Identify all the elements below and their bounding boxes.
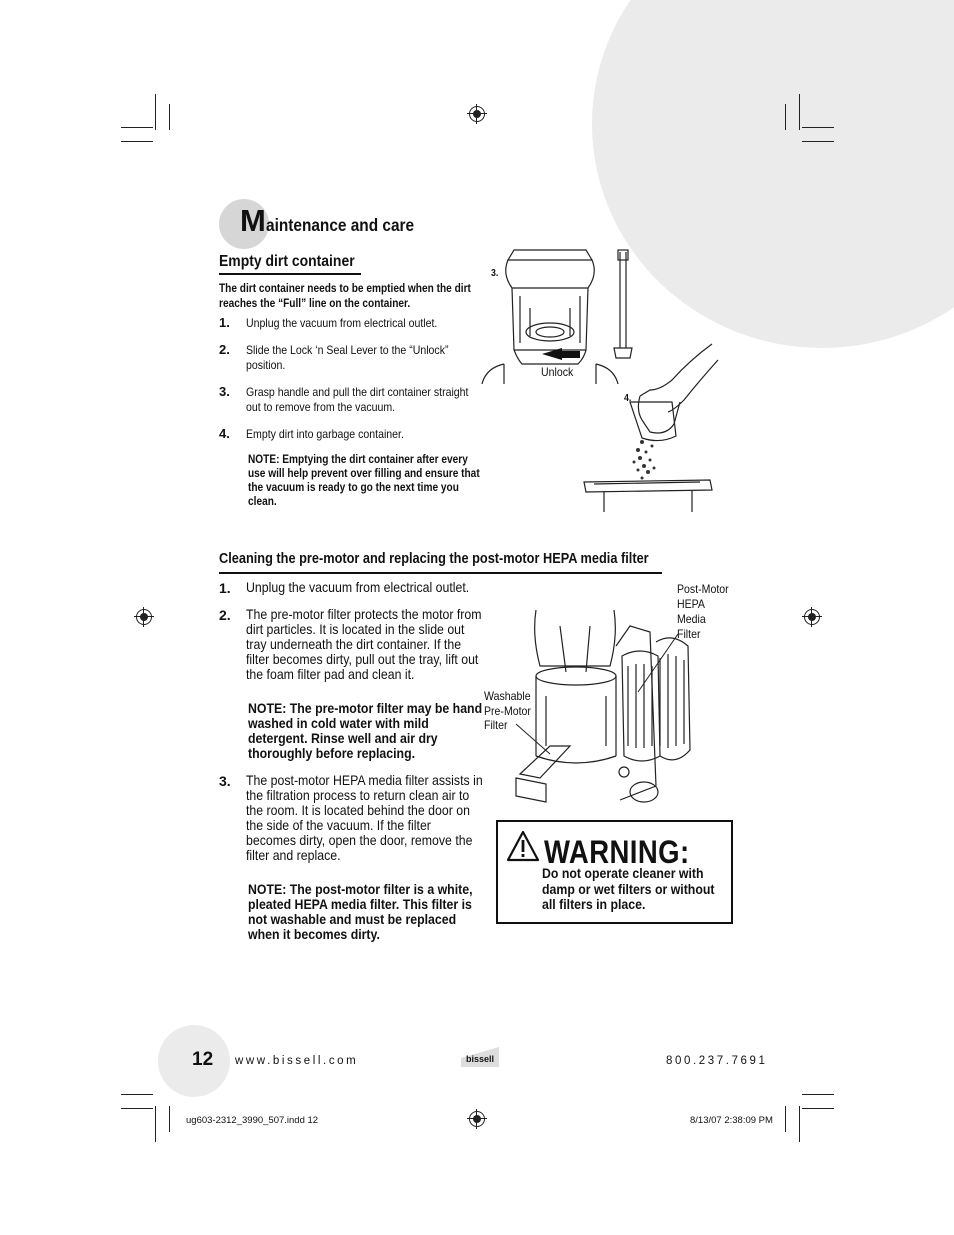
step-note: NOTE: The post-motor filter is a white, pleated HEPA media filter. This filter is not washable and must be replaced when it becomes dirty.: [248, 881, 473, 942]
step-number: 3.: [219, 773, 231, 789]
step-text: Empty dirt into garbage container.: [246, 427, 404, 441]
step-text: Slide the Lock ‘n Seal Lever to the “Unlock” position.: [246, 343, 449, 372]
filter-heading: Cleaning the pre-motor and replacing the post-motor HEPA media filter: [219, 551, 649, 567]
post-motor-label-line: HEPA: [677, 597, 705, 611]
decorative-circle: [592, 0, 954, 348]
step-number: 1.: [219, 580, 231, 596]
section-title: aintenance and care: [266, 215, 415, 235]
pre-motor-label-line: Pre-Motor: [484, 704, 531, 718]
empty-note: NOTE: Emptying the dirt container after every use will help prevent over filling and ensure that the vacuum is ready to go the next time you clean.: [248, 454, 480, 508]
emptying-dirt-illustration: [580, 340, 720, 515]
heading-rule: [219, 273, 361, 275]
website: www.bissell.com: [235, 1055, 359, 1067]
warning-title: WARNING:: [544, 834, 690, 870]
figure-number: 4.: [624, 393, 632, 404]
warning-text: Do not operate cleaner with damp or wet filters or without all filters in place.: [542, 865, 715, 912]
bissell-logo: [461, 1047, 499, 1067]
section-initial: M: [240, 203, 266, 238]
step-text: Unplug the vacuum from electrical outlet.: [246, 316, 438, 330]
step-number: 3.: [219, 384, 230, 399]
empty-heading: Empty dirt container: [219, 253, 355, 270]
step-note: NOTE: The pre-motor filter may be hand washed in cold water with mild detergent. Rinse well and air dry thoroughly before replacing.: [248, 700, 483, 761]
page-number: 12: [192, 1049, 214, 1070]
registration-mark-icon: [136, 609, 152, 625]
step-number: 2.: [219, 607, 231, 623]
warning-triangle-icon: [506, 830, 540, 862]
step-text: Grasp handle and pull the dirt container straight out to remove from the vacuum.: [246, 385, 469, 414]
file-slug: ug603-2312_3990_507.indd 12: [186, 1115, 319, 1126]
step-number: 4.: [219, 426, 230, 441]
registration-mark-icon: [804, 609, 820, 625]
step-number: 1.: [219, 315, 230, 330]
pre-motor-label-line: Filter: [484, 718, 508, 732]
post-motor-label-line: Post-Motor: [677, 582, 729, 596]
step-text: The post-motor HEPA media filter assists in the filtration process to return clean air to the room. It is located behind the door on the side of the vacuum. If the filter becomes dirty, open the door, remove the filter and replace.: [246, 772, 483, 863]
registration-mark-icon: [469, 106, 485, 122]
print-date: 8/13/07 2:38:09 PM: [690, 1115, 773, 1126]
step-text: Unplug the vacuum from electrical outlet.: [246, 579, 470, 595]
svg-text:bissell: bissell: [465, 1054, 495, 1064]
post-motor-label-line: Media: [677, 612, 706, 626]
step-text: The pre-motor filter protects the motor from dirt particles. It is located in the slide out tray underneath the dirt container. If the filter becomes dirty, pull out the tray, lift out the foam filter pad and clean it.: [246, 606, 482, 682]
post-motor-label-line: Filter: [677, 627, 701, 641]
figure-number: 3.: [491, 268, 499, 279]
heading-rule: [219, 572, 662, 574]
registration-mark-icon: [469, 1111, 485, 1127]
unlock-label: Unlock: [541, 365, 574, 379]
step-number: 2.: [219, 342, 230, 357]
empty-intro: The dirt container needs to be emptied when the dirt reaches the “Full” line on the container.: [219, 283, 471, 310]
pre-motor-label-line: Washable: [484, 689, 531, 703]
phone-number: 800.237.7691: [666, 1055, 768, 1067]
